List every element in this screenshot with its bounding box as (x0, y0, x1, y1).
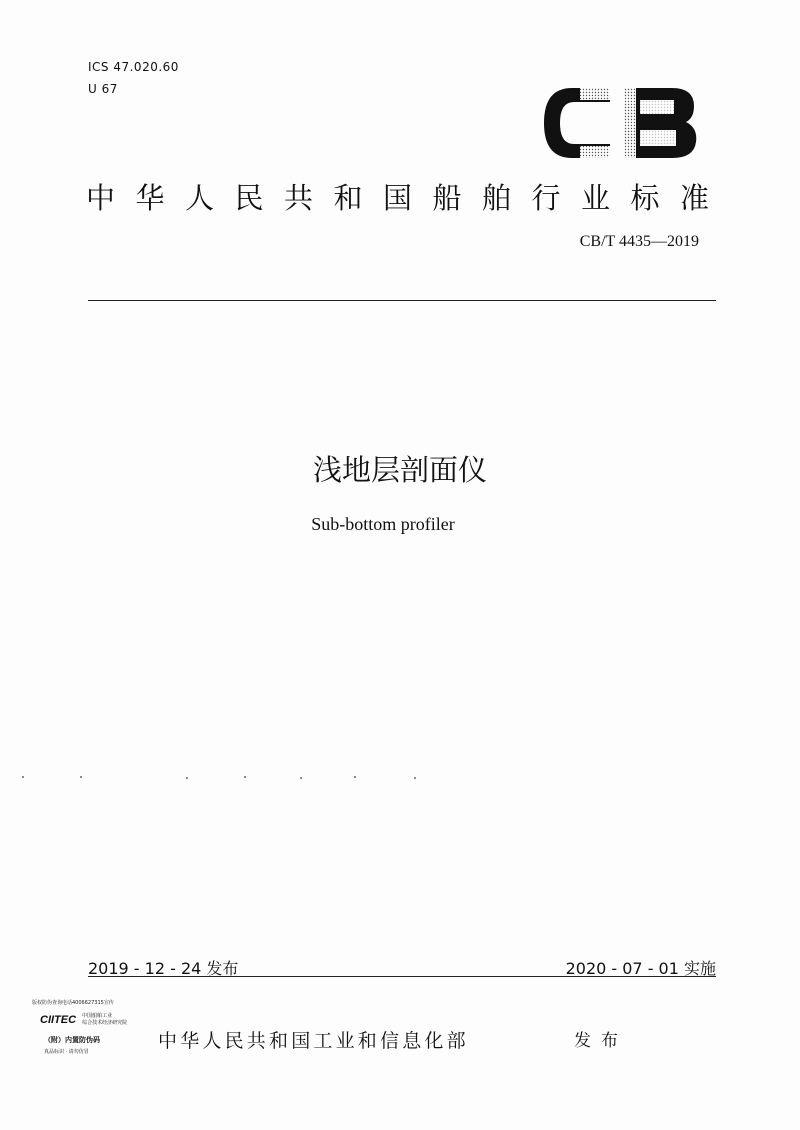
publish-label: 发布 (574, 1031, 628, 1051)
issuing-ministry: 中华人民共和国工业和信息化部 (158, 1030, 469, 1052)
stamp-org-line2: 综合技术经济研究院 (82, 1020, 128, 1026)
stamp-brand: CIITEC (40, 1014, 77, 1026)
document-title-en: Sub-bottom profiler (311, 514, 455, 534)
anti-counterfeit-stamp (32, 1000, 142, 1076)
stamp-org-line1: 中国船舶工业 (82, 1013, 113, 1019)
classification-code: U 67 (88, 82, 118, 96)
scan-speck (300, 777, 302, 779)
top-divider (88, 300, 716, 301)
document-title-zh: 浅地层剖面仪 (312, 453, 487, 487)
scan-speck (22, 776, 24, 778)
scan-speck (414, 777, 416, 779)
issue-date: 2019 - 12 - 24 发布 (88, 959, 239, 978)
implementation-date: 2020 - 07 - 01 实施 (565, 959, 716, 978)
scan-speck (80, 776, 82, 778)
bottom-divider (88, 976, 716, 977)
standard-number: CB/T 4435—2019 (579, 233, 699, 250)
standard-title: 中华人民共和国船舶行业标准 (86, 181, 730, 215)
stamp-hotline: 版权防伪查询电话4006627315宣传 (32, 1000, 114, 1006)
scan-speck (244, 776, 246, 778)
stamp-code-line: （附）内置防伪码 (44, 1036, 100, 1044)
cb-logo-icon (540, 82, 700, 164)
stamp-notice-line: 真品标识 · 请勿仿冒 (44, 1049, 89, 1055)
ics-code: ICS 47.020.60 (88, 60, 179, 74)
scan-speck (354, 776, 356, 778)
scan-speck (186, 777, 188, 779)
